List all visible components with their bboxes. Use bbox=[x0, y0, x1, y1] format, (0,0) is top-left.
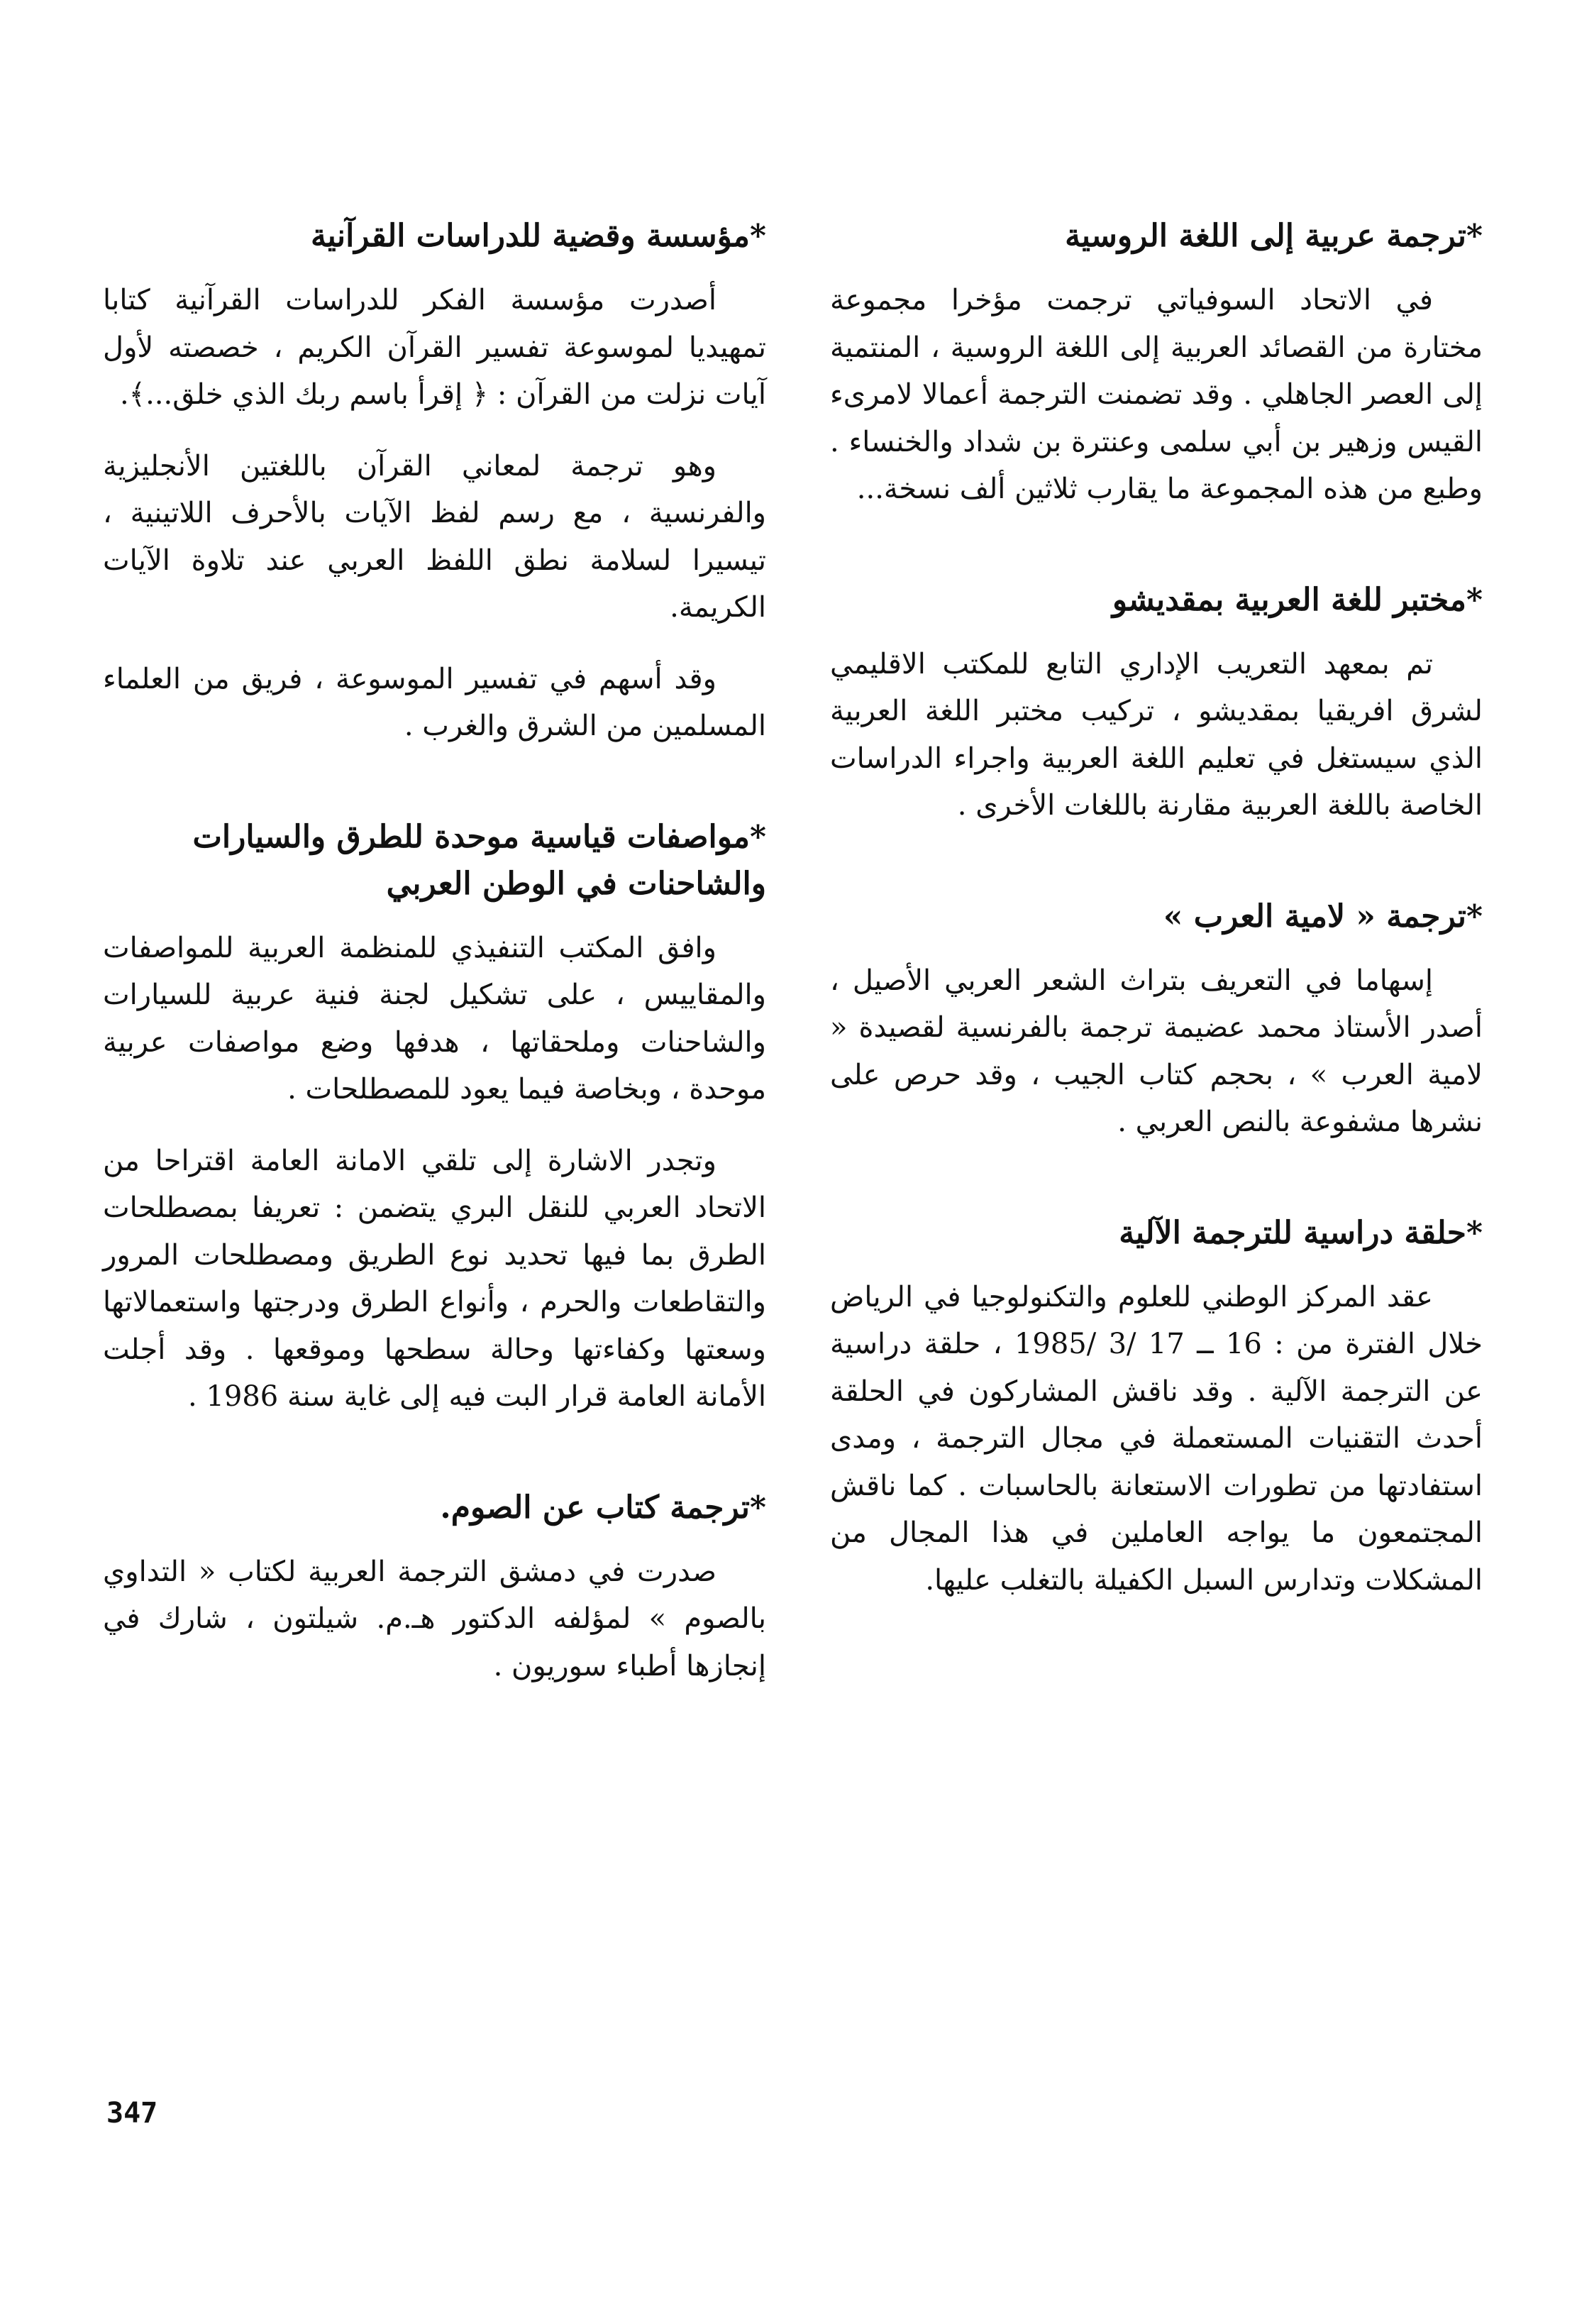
article-heading: *مختبر للغة العربية بمقديشو bbox=[1112, 581, 1483, 618]
article-machine-translation bbox=[830, 1210, 1483, 1604]
article-paragraph: وتجدر الاشارة إلى تلقي الامانة العامة اقتراحا من الاتحاد العربي للنقل البري يتضمن : تعريفا بمصطلحات الطرق بما فيها تحديد نوع الطريق ومصطلحات المرور والتقاطعات والحرم ، وأنواع الطرق ودرجتها واستعمالاتها وسعتها وكفاءتها وحالة سطحها وموقعها . وقد أجلت الأمانة العامة قرار البت فيه إلى غاية سنة 1986 . bbox=[103, 1144, 766, 1413]
article-paragraph: أصدرت مؤسسة الفكر للدراسات القرآنية كتابا تمهيديا لموسوعة تفسير القرآن الكريم ، خصصته لأول آيات نزلت من القرآن : ﴿ إقرأ باسم ربك الذي خلق...﴾. bbox=[103, 284, 766, 411]
article-heading: *مؤسسة وقضية للدراسات القرآنية bbox=[310, 218, 766, 254]
article-mogadishu-lab bbox=[830, 577, 1483, 830]
article-paragraph: إسهاما في التعريف بتراث الشعر العربي الأصيل ، أصدر الأستاذ محمد عضيمة ترجمة بالفرنسية لقصيدة « لامية العرب » ، بحجم كتاب الجيب ، وقد حرص على نشرها مشفوعة بالنص العربي . bbox=[830, 964, 1483, 1138]
left-column bbox=[103, 213, 766, 1753]
page-number: 347 bbox=[106, 2097, 158, 2130]
article-russian-translation bbox=[830, 213, 1483, 513]
right-column bbox=[830, 213, 1483, 1668]
article-fasting-book bbox=[103, 1485, 766, 1690]
article-lamiyat-al-arab bbox=[830, 893, 1483, 1146]
article-paragraph: عقد المركز الوطني للعلوم والتكنولوجيا في الرياض خلال الفترة من : 16 ــ 17 /3 /1985 ، حلقة دراسية عن الترجمة الآلية . وقد ناقش المشاركون في الحلقة أحدث التقنيات المستعملة في مجال الترجمة ، ومدى استفادتها من تطورات الاستعانة بالحاسبات . كما ناقش المجتمعون ما يواجه العاملين في هذا المجال من المشكلات وتدارس السبل الكفيلة بالتغلب عليها. bbox=[830, 1280, 1483, 1597]
article-heading: *ترجمة عربية إلى اللغة الروسية bbox=[1065, 218, 1483, 254]
article-heading: *ترجمة كتاب عن الصوم. bbox=[440, 1489, 766, 1526]
article-paragraph: وافق المكتب التنفيذي للمنظمة العربية للمواصفات والمقاييس ، على تشكيل لجنة فنية عربية للسيارات والشاحنات وملحقاتها ، هدفها وضع مواصفات عربية موحدة ، وبخاصة فيما يعود للمصطلحات . bbox=[103, 931, 766, 1106]
article-heading: *ترجمة « لامية العرب » bbox=[1163, 898, 1483, 935]
article-heading: *حلقة دراسية للترجمة الآلية bbox=[1119, 1214, 1483, 1251]
article-paragraph: وهو ترجمة لمعاني القرآن باللغتين الأنجليزية والفرنسية ، مع رسم لفظ الآيات بالأحرف اللاتينية ، تيسيرا لسلامة نطق اللفظ العربي عند تلاوة الآيات الكريمة. bbox=[103, 449, 766, 624]
article-heading: *مواصفات قياسية موحدة للطرق والسيارات والشاحنات في الوطن العربي bbox=[192, 818, 766, 902]
article-road-standards bbox=[103, 814, 766, 1421]
article-paragraph: في الاتحاد السوفياتي ترجمت مؤخرا مجموعة مختارة من القصائد العربية إلى اللغة الروسية ، المنتمية إلى العصر الجاهلي . وقد تضمنت الترجمة أعمالا لامرىء القيس وزهير بن أبي سلمى وعنترة بن شداد والخنساء . وطبع من هذه المجموعة ما يقارب ثلاثين ألف نسخة... bbox=[830, 284, 1483, 505]
article-paragraph: وقد أسهم في تفسير الموسوعة ، فريق من العلماء المسلمين من الشرق والغرب . bbox=[103, 662, 766, 742]
article-paragraph: تم بمعهد التعريب الإداري التابع للمكتب الاقليمي لشرق افريقيا بمقديشو ، تركيب مختبر اللغة العربية الذي سيستغل في تعليم اللغة العربية واجراء الدراسات الخاصة باللغة العربية مقارنة باللغات الأخرى . bbox=[830, 647, 1483, 822]
article-quranic-studies bbox=[103, 213, 766, 750]
article-paragraph: صدرت في دمشق الترجمة العربية لكتاب « التداوي بالصوم » لمؤلفه الدكتور هـ.م. شيلتون ، شارك في إنجازها أطباء سوريون . bbox=[103, 1555, 766, 1683]
